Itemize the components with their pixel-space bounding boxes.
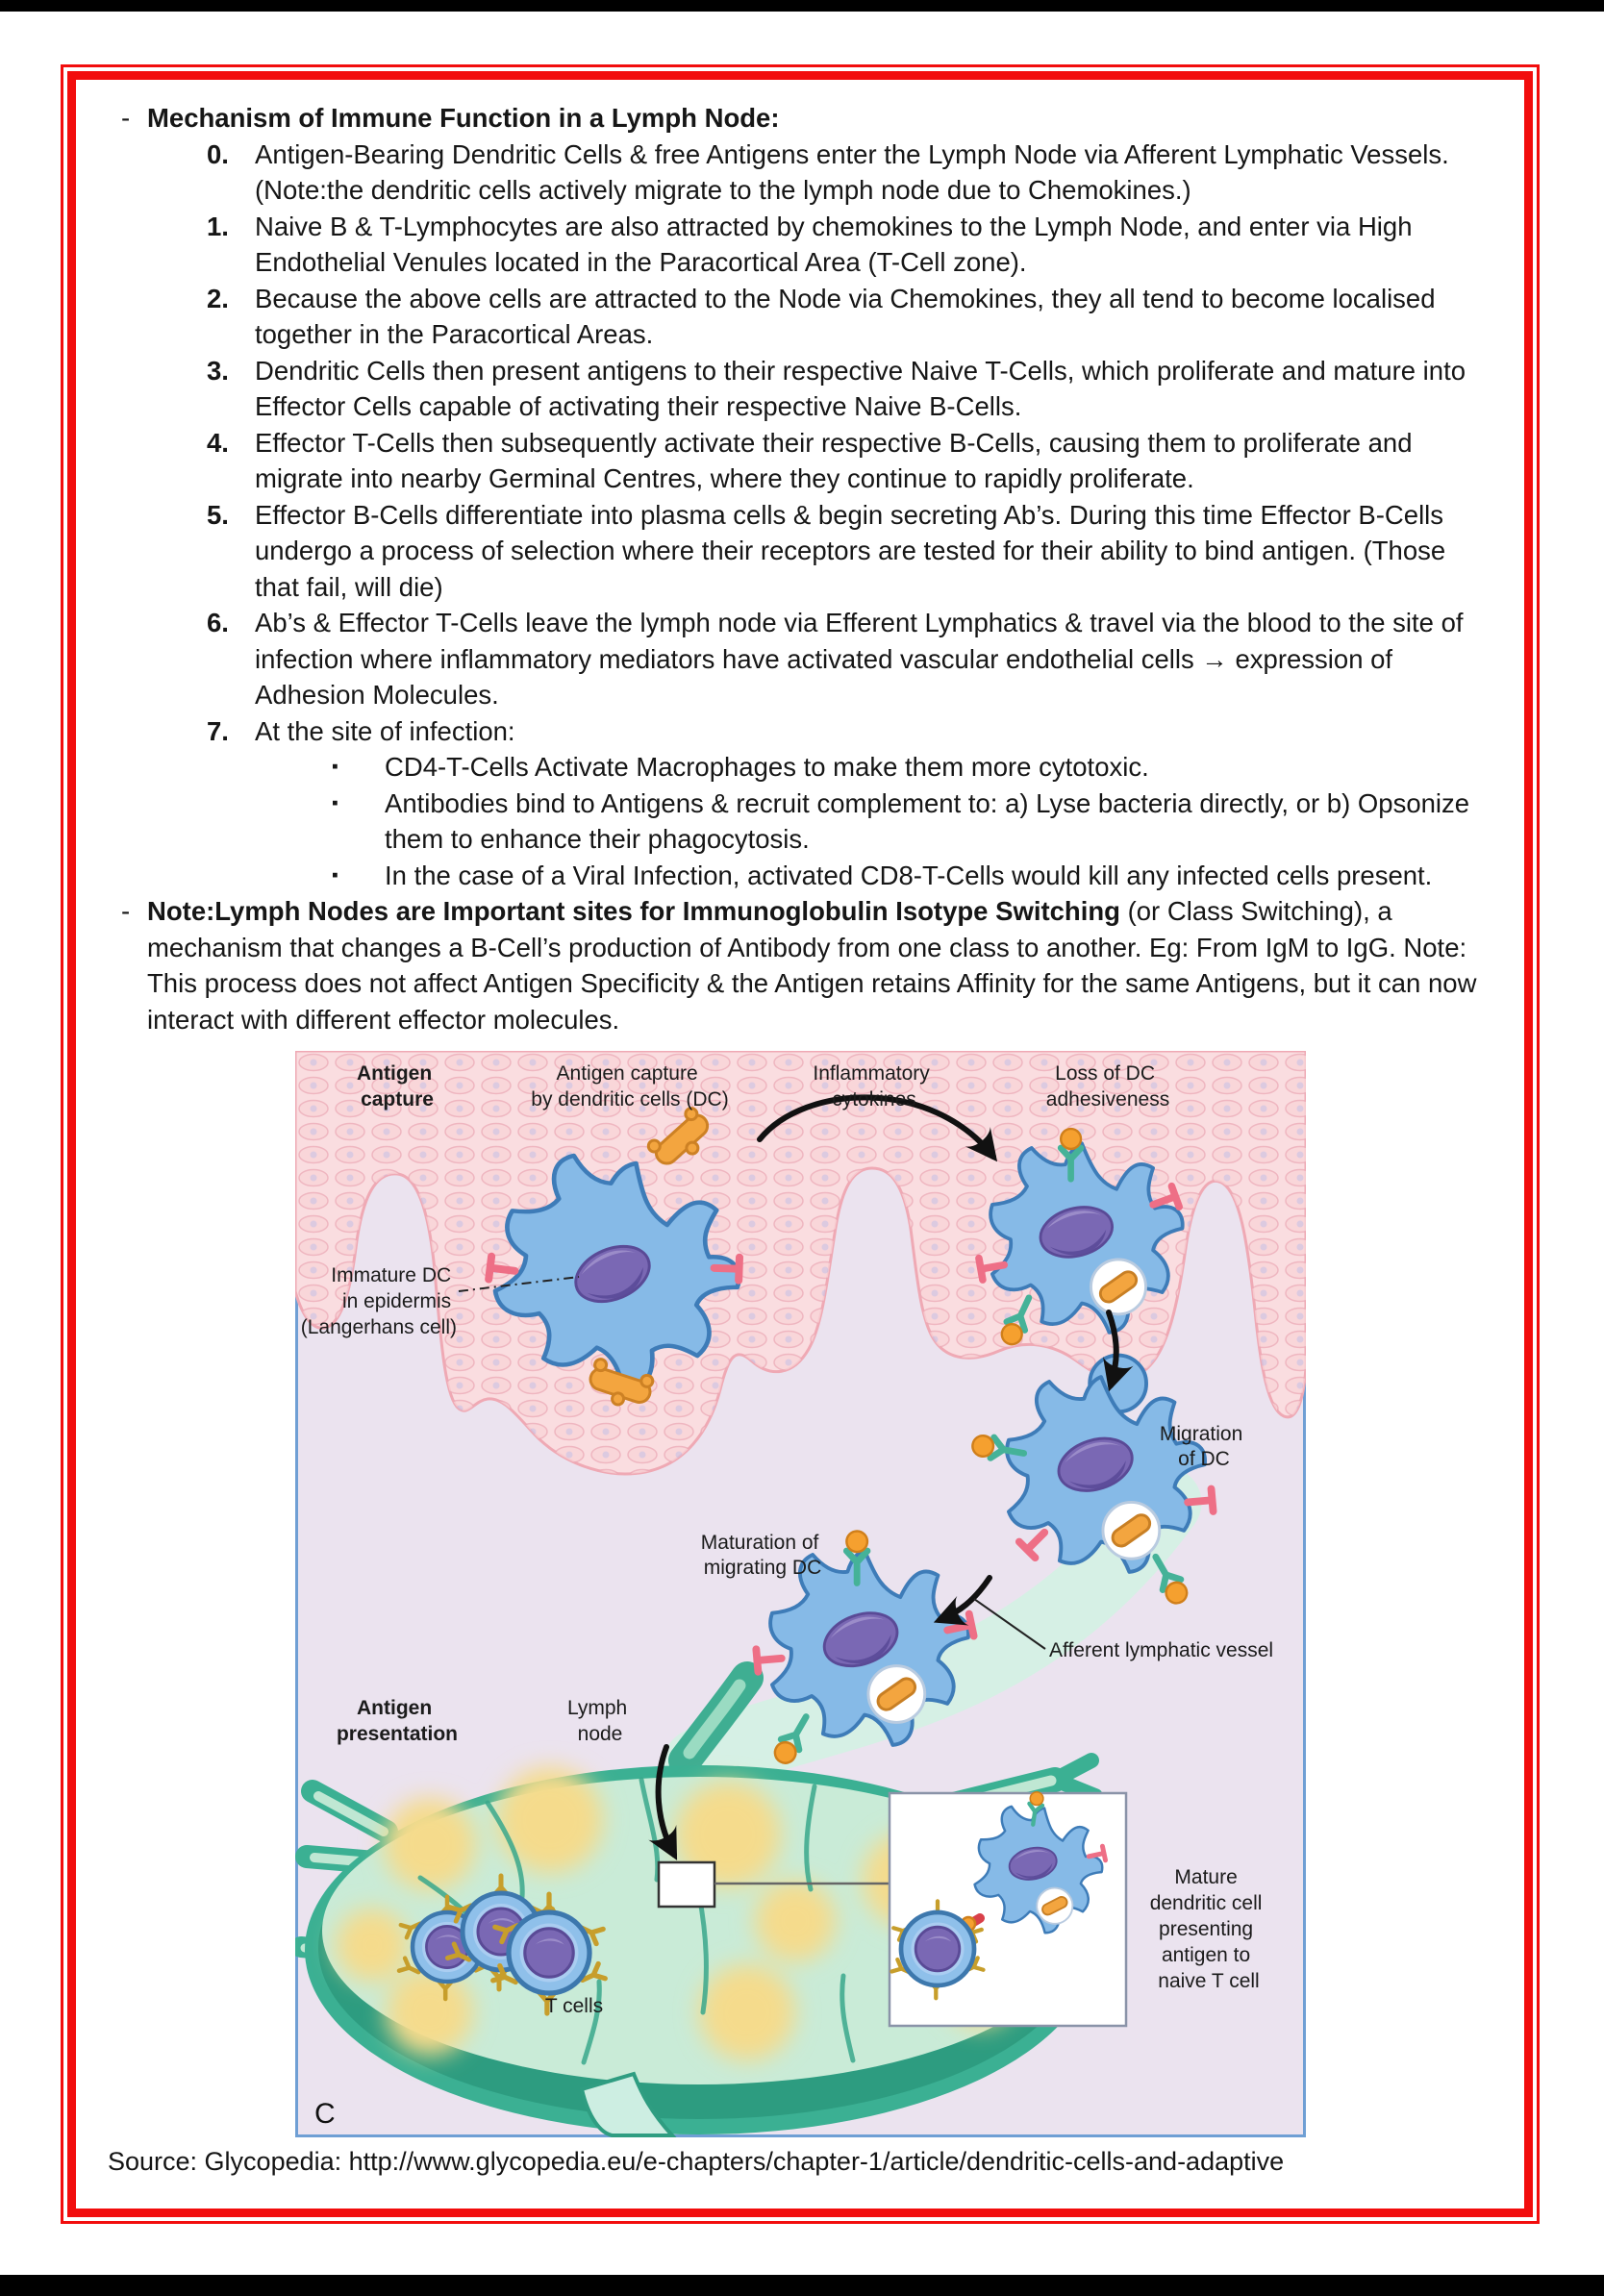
list-item-6 xyxy=(0,605,1604,713)
square-bullet-icon: ▪ xyxy=(332,864,338,886)
item-text: Naive B & T-Lymphocytes are also attracted by chemokines to the Lymph Node, and enter via High Endothelial Venules located in the Paracortical Area (T-Cell zone). xyxy=(255,211,1413,277)
label-afferent-vessel: Afferent lymphatic vessel xyxy=(1049,1639,1274,1661)
top-black-bar xyxy=(0,0,1604,12)
note-text xyxy=(147,893,1495,1037)
sub-item-0 xyxy=(0,749,1604,786)
item-text: Because the above cells are attracted to the Node via Chemokines, they all tend to become localised together in the Paracortical Areas. xyxy=(255,283,1436,349)
label-maturation: Maturation of migrating DC xyxy=(700,1532,822,1579)
sub-item-2 xyxy=(0,858,1604,894)
list-item-0 xyxy=(0,137,1604,209)
item-text: Effector T-Cells then subsequently activate their respective B-Cells, causing them to proliferate and migrate into nearby Germinal Centres, where they continue to rapidly proliferate. xyxy=(255,427,1413,493)
note-rest: (or Class Switching), a mechanism that changes a B-Cell’s production of Antibody from one class to another. Eg: From IgM to IgG. Note: This process does not affect Antigen Specificity & the Antigen retains Affinity for the same Antigens, but it can now interact with different effector molecules. xyxy=(147,896,1477,1035)
notes-text-block xyxy=(0,100,1604,1037)
list-item-3 xyxy=(0,353,1604,425)
item-number: 6. xyxy=(207,608,229,637)
item-number: 1. xyxy=(207,211,229,241)
list-item-2 xyxy=(0,281,1604,353)
square-bullet-icon: ▪ xyxy=(332,792,338,813)
label-inflammatory-cytokines: Inflammatory cytokines xyxy=(813,1062,930,1111)
item-number: 0. xyxy=(207,138,229,169)
label-immature-dc: Immature DC in epidermis (Langerhans cell) xyxy=(300,1264,457,1338)
item-number: 3. xyxy=(207,355,229,386)
bullet-dash: - xyxy=(121,896,131,926)
sub-item-1 xyxy=(0,786,1604,858)
label-mature-dc: Mature dendritic cell presenting antigen to naive T cell xyxy=(1149,1866,1263,1992)
list-item-5 xyxy=(0,497,1604,606)
item-text: Ab’s & Effector T-Cells leave the lymph node via Efferent Lymphatics & travel via the blood to the site of infection where inflammatory mediators have activated vascular endothelial cells → expression of Adhesion Molecules. xyxy=(255,608,1464,710)
item-number: 2. xyxy=(207,283,229,313)
item-number: 4. xyxy=(207,427,229,458)
label-lymph-node: Lymph node xyxy=(566,1697,628,1745)
list-item-4 xyxy=(0,425,1604,497)
square-bullet-icon: ▪ xyxy=(332,757,338,777)
panel-letter: C xyxy=(314,2098,336,2130)
item-number: 7. xyxy=(207,715,229,746)
sample-box xyxy=(659,1862,714,1907)
page-title: Mechanism of Immune Function in a Lymph Node: xyxy=(147,103,780,133)
label-loss-of-dc-adhesiveness: Loss of DC adhesiveness xyxy=(1045,1062,1170,1111)
bullet-dash: - xyxy=(121,103,131,133)
sub-item-text: CD4-T-Cells Activate Macrophages to make them more cytotoxic. xyxy=(385,752,1149,782)
figure-dendritic-cell-diagram xyxy=(295,1051,1306,2137)
item-text: At the site of infection: xyxy=(255,715,515,746)
label-t-cells: T cells xyxy=(544,1995,604,2017)
source-line: Source: Glycopedia: http://www.glycopedia.eu/e-chapters/chapter-1/article/dendritic-cells-and-adaptive xyxy=(108,2147,1285,2176)
item-text: Antigen-Bearing Dendritic Cells & free Antigens enter the Lymph Node via Afferent Lymphatic Vessels. (Note:the dendritic cells actively migrate to the lymph node due to Chemokines.) xyxy=(255,138,1449,205)
bottom-black-bar xyxy=(0,2275,1604,2296)
label-antigen-presentation: Antigen presentation xyxy=(336,1697,459,1745)
item-number: 5. xyxy=(207,499,229,530)
label-migration-of-dc: Migration of DC xyxy=(1159,1423,1243,1470)
sub-item-text: In the case of a Viral Infection, activated CD8-T-Cells would kill any infected cells present. xyxy=(385,860,1433,890)
list-item-7 xyxy=(0,713,1604,750)
item-text: Dendritic Cells then present antigens to their respective Naive T-Cells, which proliferate and mature into Effector Cells capable of activating their respective Naive B-Cells. xyxy=(255,355,1466,421)
label-capture-by-dc: Antigen capture by dendritic cells (DC) xyxy=(531,1062,729,1111)
diagram-svg xyxy=(295,1051,1306,2137)
label-antigen-capture: Antigen capture xyxy=(357,1062,434,1111)
note-bold: Note:Lymph Nodes are Important sites for Immunoglobulin Isotype Switching xyxy=(147,896,1120,926)
note-row xyxy=(0,893,1604,1037)
sub-item-text: Antibodies bind to Antigens & recruit complement to: a) Lyse bacteria directly, or b) Opsonize them to enhance their phagocytosis. xyxy=(385,787,1470,854)
list-item-1 xyxy=(0,209,1604,281)
item-text: Effector B-Cells differentiate into plasma cells & begin secreting Ab’s. During this time Effector B-Cells undergo a process of selection where their receptors are tested for their ability to bind antigen. (Those that fail, will die) xyxy=(255,499,1446,602)
title-row xyxy=(0,100,1604,137)
